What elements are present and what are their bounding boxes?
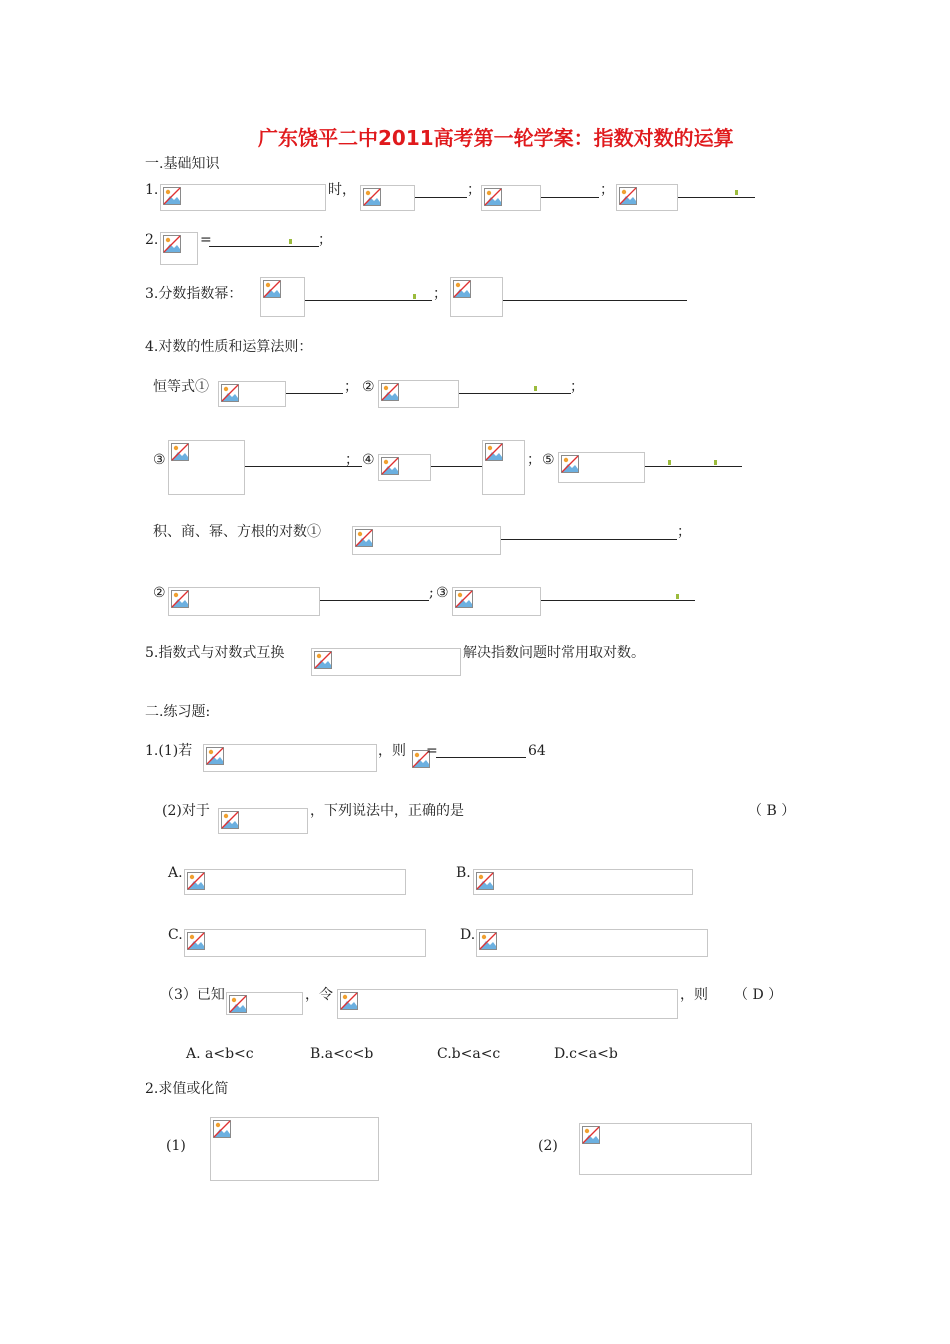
broken-image-icon: [187, 872, 205, 890]
circled-5: ⑤: [542, 452, 555, 468]
blank-line: [501, 539, 677, 540]
separator: ；: [570, 379, 584, 395]
formula-image: [410, 748, 427, 769]
broken-image-icon: [363, 188, 381, 206]
formula-image: [184, 929, 426, 957]
broken-image-icon: [479, 932, 497, 950]
blank-line: [320, 600, 429, 601]
q2-answer: （ B ）: [748, 803, 796, 819]
formula-image: [450, 277, 503, 317]
formula-image: [579, 1123, 752, 1175]
circled-3: ③: [153, 452, 166, 468]
identity-label: 恒等式①: [153, 379, 209, 395]
q3-choice-b: B.a<c<b: [310, 1046, 374, 1062]
q2-text: ，下列说法中，正确的是: [310, 803, 464, 819]
q4-part-2: (2): [538, 1138, 558, 1154]
formula-image: [337, 989, 678, 1019]
circled-3b: ③: [436, 585, 449, 601]
broken-image-icon: [561, 455, 579, 473]
product-log-label: 积、商、幂、方根的对数①: [153, 524, 321, 540]
broken-image-icon: [171, 443, 189, 461]
formula-image: [558, 452, 645, 483]
broken-image-icon: [163, 235, 181, 253]
blank-line: [459, 393, 571, 394]
broken-image-icon: [229, 995, 247, 1013]
q3-prefix: （3）已知: [160, 987, 225, 1003]
page-title: 广东饶平二中2011高考第一轮学案：指数对数的运算: [258, 126, 734, 150]
broken-image-icon: [355, 529, 373, 547]
q3-let: ，令: [305, 987, 333, 1003]
formula-image: [168, 587, 320, 616]
blank-line: [678, 197, 755, 198]
blank-line: [431, 466, 482, 467]
item-5-prefix: 5.指数式与对数式互换: [145, 645, 285, 661]
formula-image: [616, 184, 678, 211]
formula-image: [218, 808, 308, 834]
blank-line: [541, 600, 695, 601]
formula-image: [481, 185, 541, 211]
separator: ；: [318, 232, 332, 248]
broken-image-icon: [381, 383, 399, 401]
formula-image: [476, 929, 708, 957]
blank-line: [645, 466, 742, 467]
formula-image: [360, 185, 415, 211]
blank-line: [436, 757, 526, 758]
separator: ；: [345, 452, 359, 468]
item-1-when: 时，: [328, 182, 356, 198]
blank-line: [286, 393, 343, 394]
item-2-number: 2.: [145, 232, 159, 248]
item-4-label: 4.对数的性质和运算法则：: [145, 339, 313, 355]
separator: ；: [677, 524, 691, 540]
item-5-suffix: 解决指数问题时常用取对数。: [463, 645, 645, 661]
q3-choice-a: A. a<b<c: [186, 1046, 254, 1062]
q1-answer: 64: [528, 743, 546, 759]
formula-image: [378, 380, 459, 408]
separator: ；: [433, 286, 447, 302]
q2-prefix: (2)对于: [162, 803, 210, 819]
q3-answer: （ D ）: [734, 987, 783, 1003]
formula-image: [482, 440, 525, 495]
formula-image: [160, 232, 198, 265]
broken-image-icon: [619, 187, 637, 205]
formula-image: [260, 277, 305, 317]
broken-image-icon: [163, 187, 181, 205]
broken-image-icon: [314, 651, 332, 669]
broken-image-icon: [187, 932, 205, 950]
q1-equals: =: [426, 743, 438, 759]
q3-choice-c: C.b<a<c: [437, 1046, 501, 1062]
q1-then: ，则: [378, 743, 406, 759]
circled-2b: ②: [153, 585, 166, 601]
q3-choice-d: D.c<a<b: [554, 1046, 618, 1062]
formula-image: [184, 869, 406, 895]
broken-image-icon: [453, 280, 471, 298]
item-1-number: 1.: [145, 182, 159, 198]
separator: ；: [344, 379, 358, 395]
q1-prefix: 1.(1)若: [145, 743, 193, 759]
formula-image: [218, 381, 286, 407]
broken-image-icon: [206, 747, 224, 765]
option-b-label: B.: [456, 865, 471, 881]
blank-line: [503, 300, 687, 301]
q3-then: ，则: [680, 987, 708, 1003]
broken-image-icon: [213, 1120, 231, 1138]
separator-ascii: ;: [429, 585, 434, 601]
broken-image-icon: [171, 590, 189, 608]
formula-image: [452, 587, 541, 616]
formula-image: [378, 454, 431, 481]
section-heading-basics: 一.基础知识: [145, 156, 220, 172]
formula-image: [352, 526, 501, 555]
broken-image-icon: [455, 590, 473, 608]
separator: ；: [527, 452, 541, 468]
broken-image-icon: [484, 188, 502, 206]
section-heading-exercises: 二.练习题:: [145, 704, 211, 720]
circled-4: ④: [362, 452, 375, 468]
broken-image-icon: [582, 1126, 600, 1144]
blank-line: [541, 197, 599, 198]
broken-image-icon: [221, 811, 239, 829]
blank-line: [305, 300, 432, 301]
formula-image: [311, 648, 461, 676]
q4-heading: 2.求值或化简: [145, 1081, 229, 1097]
broken-image-icon: [485, 443, 503, 461]
formula-image: [160, 184, 326, 211]
broken-image-icon: [381, 457, 399, 475]
option-d-label: D.: [460, 927, 476, 943]
broken-image-icon: [263, 280, 281, 298]
equals-sign: =: [200, 232, 212, 248]
q4-part-1: (1): [166, 1138, 186, 1154]
separator: ；: [600, 182, 614, 198]
broken-image-icon: [340, 992, 358, 1010]
formula-image: [210, 1117, 379, 1181]
option-c-label: C.: [168, 927, 183, 943]
broken-image-icon: [221, 384, 239, 402]
formula-image: [168, 440, 245, 495]
blank-line: [415, 197, 467, 198]
formula-image: [203, 744, 377, 772]
formula-image: [226, 992, 303, 1015]
formula-image: [473, 869, 693, 895]
blank-line: [209, 246, 319, 247]
broken-image-icon: [476, 872, 494, 890]
item-3-label: 3.分数指数幂：: [145, 286, 243, 302]
circled-2: ②: [362, 379, 375, 395]
separator: ；: [467, 182, 481, 198]
option-a-label: A.: [168, 865, 183, 881]
